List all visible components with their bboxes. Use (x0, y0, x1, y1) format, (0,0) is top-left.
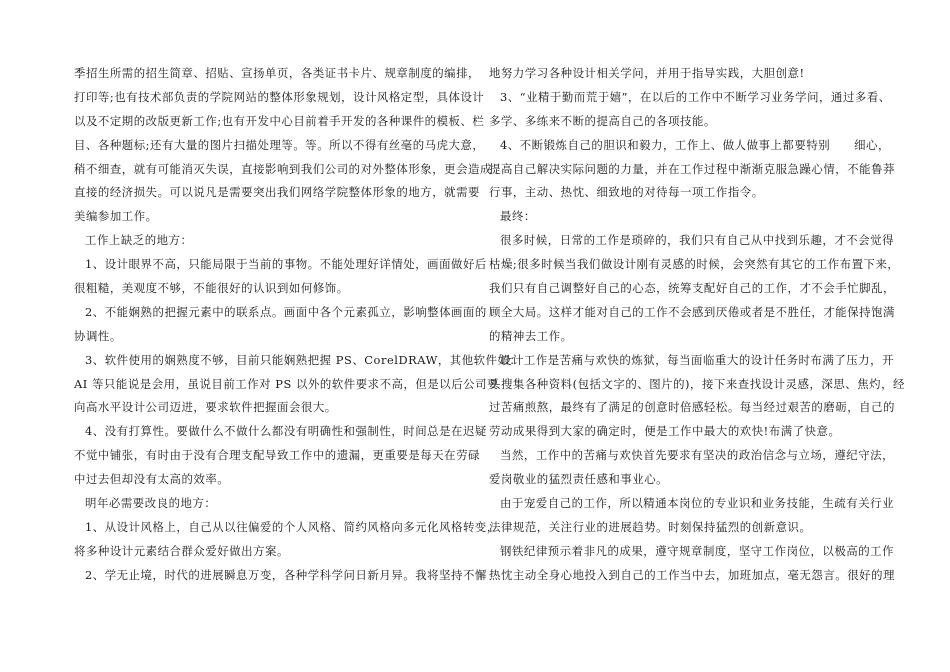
text-line: 中过去但却没有太高的效率。 (74, 472, 230, 487)
text-line: 1、从设计风格上，自己从以往偏爱的个人风格、简约风格向多元化风格转变， (85, 519, 499, 534)
text-line: 我们只有自己调整好自己的心态，统筹支配好自己的工作，才不会手忙脚乱， (489, 281, 895, 296)
text-line: 顾全大局。这样才能对自己的工作不会感到厌倦或者是不胜任，才能保持饱满 (489, 304, 895, 319)
text-line: 向高水平设计公司迈进，要求软件把握面会很大。 (74, 400, 337, 415)
text-line: 季招生所需的招生简章、招贴、宣扬单页，各类证书卡片、规章制度的编排， (74, 66, 480, 80)
text-line: 稍不细查，就有可能消灭失误，直接影响到我们公司的对外整体形象，更会造成 (74, 161, 492, 176)
text-line: 枯燥;很多时候当我们做设计刚有灵感的时候，会突然有其它的工作布置下来， (489, 257, 900, 272)
text-line: 1、设计眼界不高，只能局限于当前的事物。不能处理好详情处，画面做好后 (85, 257, 487, 272)
text-line: 钢铁纪律预示着非凡的成果，遵守规章制度，坚守工作岗位，以极高的工作 (500, 543, 895, 558)
text-line: 爱岗敬业的猛烈责任感和事业心。 (489, 472, 669, 487)
text-line: 4、没有打算性。要做什么不做什么都没有明确性和强制性，时间总是在迟疑 (85, 424, 487, 439)
text-line: 目、各种题标;还有大量的图片扫描处理等。等。所以不得有丝毫的马虎大意， (74, 137, 485, 152)
text-line: 地努力学习各种设计相关学问，并用于指导实践，大胆创意! (489, 66, 805, 80)
text-line: 的精神去工作。 (489, 328, 573, 343)
text-line: 以及不定期的改版更新工作;也有开发中心目前着手开发的各种课件的模板、栏 (74, 113, 485, 128)
text-line: 将多种设计元素结合群众爱好做出方案。 (74, 543, 289, 558)
text-line: AI 等只能说是会用，虽说目前工作对 PS 以外的软件要求不高，但是以后公司要 (74, 376, 500, 391)
text-line: 行事，主动、热忱、细致地的对待每一项工作指令。 (489, 185, 764, 200)
text-line: 打印等;也有技术部负责的学院网站的整体形象规划，设计风格定型，具体设计 (74, 89, 485, 104)
text-line: 直接的经济损失。可以说凡是需要突出我们网络学院整体形象的地方，就需要 (74, 185, 480, 200)
text-line: 提高自己解决实际问题的力量，并在工作过程中渐渐克服急躁心情，不能鲁莽 (489, 161, 895, 176)
text-line: 最终： (500, 209, 536, 224)
text-line: 由于宠爱自己的工作，所以精通本岗位的专业识和业务技能，生疏有关行业 (500, 496, 895, 511)
text-line: 明年必需要改良的地方： (85, 496, 217, 511)
text-line: 很粗糙，美观度不够，不能很好的认识到如何修饰。 (74, 281, 349, 296)
right-text-column (489, 62, 905, 588)
text-line: 热忱主动全身心地投入到自己的工作当中去，加班加点，毫无怨言。很好的理 (489, 567, 895, 582)
text-line: 法律规范，关注行业的进展趋势。时刻保持猛烈的创新意识。 (489, 519, 812, 534)
text-line: 协调性。 (74, 328, 122, 343)
text-line: 当然，工作中的苦痛与欢快首先要求有坚决的政治信念与立场，遵纪守法， (500, 448, 895, 463)
text-line: 头搜集各种资料(包括文字的、图片的)，接下来查找设计灵感，深思、焦灼，经 (489, 376, 905, 391)
text-line: 不觉中铺张，有时由于没有合理支配导致工作中的遗漏，更重要是每天在劳碌 (74, 448, 480, 463)
text-line: 设计工作是苦痛与欢快的炼狱，每当面临重大的设计任务时布满了压力，开 (500, 352, 895, 367)
text-line: 3、“业精于勤而荒于嬉”，在以后的工作中不断学习业务学问，通过多看、 (500, 89, 891, 104)
text-line: 3、软件使用的娴熟度不够，目前只能娴熟把握 PS、CorelDRAW，其他软件如： (85, 352, 522, 367)
text-line: 多学、多练来不断的提高自己的各项技能。 (489, 113, 716, 128)
text-line: 2、不能娴熟的把握元素中的联系点。画面中各个元素孤立，影响整体画面的 (85, 304, 487, 319)
text-line: 4、不断锻炼自己的胆识和毅力，工作上、做人做事上都要特别 细心， (500, 137, 890, 152)
text-line: 工作上缺乏的地方： (85, 233, 193, 248)
text-line: 劳动成果得到大家的确定时，便是工作中最大的欢快!布满了快意。 (489, 424, 841, 439)
text-line: 过苦痛煎熬，最终有了满足的创意时倍感轻松。每当经过艰苦的磨砺，自己的 (489, 400, 895, 415)
text-line: 很多时候，日常的工作是琐碎的，我们只有自己从中找到乐趣，才不会觉得 (500, 233, 895, 248)
text-line: 2、学无止境，时代的进展瞬息万变，各种学科学问日新月异。我将坚持不懈 (85, 567, 487, 582)
text-line: 美编参加工作。 (74, 209, 158, 224)
